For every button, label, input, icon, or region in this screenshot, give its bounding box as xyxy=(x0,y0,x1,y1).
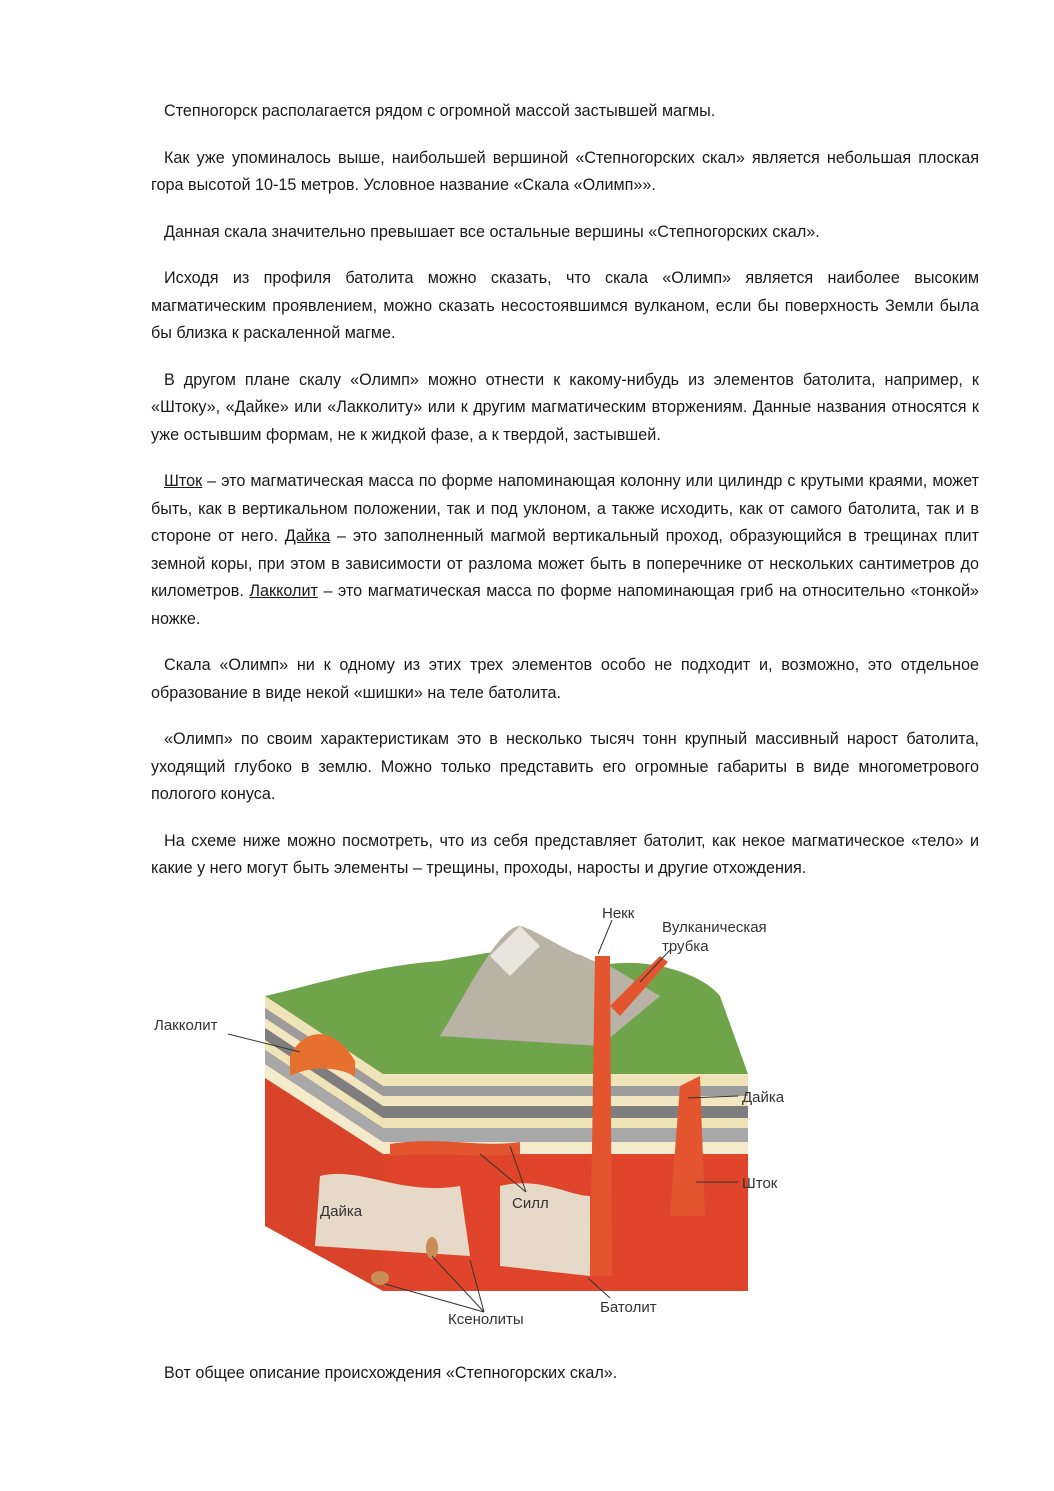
paragraph-3 xyxy=(151,219,979,247)
term-underlined: Лакколит xyxy=(249,582,318,600)
paragraph-text: Степногорск располагается рядом с огромной массой застывшей магмы. xyxy=(164,102,716,120)
paragraph-5 xyxy=(151,367,979,450)
paragraph-2 xyxy=(151,145,979,200)
paragraph-4 xyxy=(151,265,979,348)
paragraph-8 xyxy=(151,726,979,809)
paragraph-text: Исходя из профиля батолита можно сказать, что скала «Олимп» является наиболее высоким магматическим проявлением, можно сказать несостоявшимся вулканом, если бы поверхность Земли была бы близка к раскаленной магме. xyxy=(151,269,979,342)
label-stock: Шток xyxy=(742,1175,778,1192)
paragraph-text: В другом плане скалу «Олимп» можно отнести к какому-нибудь из элементов батолита, например, к «Штоку», «Дайке» или «Лакколиту» или к другим магматическим вторжениям. Данные названия относятся к уже остывшим формам, не к жидкой фазе, а к твердой, застывшей. xyxy=(151,370,979,444)
paragraph-6 xyxy=(151,468,979,633)
label-sill: Силл xyxy=(512,1195,549,1212)
paragraph-7 xyxy=(151,652,979,707)
term-underlined: Дайка xyxy=(284,527,331,545)
paragraph-1 xyxy=(151,98,979,126)
paragraph-text: Данная скала значительно превышает все остальные вершины «Степногорских скал». xyxy=(164,222,820,241)
label-pipe-1: Вулканическая xyxy=(662,919,767,936)
label-xenoliths: Ксенолиты xyxy=(448,1311,524,1328)
paragraph-9 xyxy=(151,828,979,883)
label-pipe-2: трубка xyxy=(662,938,709,955)
xenolith-1 xyxy=(426,1237,438,1259)
label-dike-right: Дайка xyxy=(742,1089,785,1106)
paragraph-text: Как уже упоминалось выше, наибольшей вершиной «Степногорских скал» является небольшая плоская гора высотой 10-15 метров. Условное название «Скала «Олимп»». xyxy=(151,148,979,194)
xenolith-2 xyxy=(371,1271,389,1285)
document-body xyxy=(151,98,979,902)
label-dike-inner: Дайка xyxy=(320,1203,363,1220)
paragraph-text: «Олимп» по своим характеристикам это в несколько тысяч тонн крупный массивный нарост батолита, уходящий глубоко в землю. Можно только представить его огромные габариты в виде многометрового пологого конуса. xyxy=(151,730,979,803)
closing-paragraph: Вот общее описание происхождения «Степногорских скал». xyxy=(164,1364,618,1382)
paragraph-text: – это заполненный магмой вертикальный проход, образующийся в трещинах плит земной коры, при этом в зависимости от разлома может быть в поперечнике от нескольких сантиметров до километров. xyxy=(151,527,979,600)
paragraph-text: – это магматическая масса по форме напоминающая гриб на относительно «тонкой» ножке. xyxy=(151,582,979,628)
paragraph-text: Скала «Олимп» ни к одному из этих трех элементов особо не подходит и, возможно, это отдельное образование в виде некой «шишки» на теле батолита. xyxy=(151,656,979,702)
paragraph-text: – это магматическая масса по форме напоминающая колонну или цилиндр с крутыми краями, может быть, как в вертикальном положении, так и под уклоном, а также исходить, как от самого батолита, так и в стороне от него. xyxy=(151,472,979,545)
label-neck: Некк xyxy=(602,905,635,922)
label-laccolith: Лакколит xyxy=(154,1017,218,1034)
label-batholith: Батолит xyxy=(600,1299,657,1316)
term-underlined: Шток xyxy=(164,472,203,490)
batholith-diagram xyxy=(140,896,800,1336)
paragraph-text: На схеме ниже можно посмотреть, что из себя представляет батолит, как некое магматическое «тело» и какие у него могут быть элементы – трещины, проходы, наросты и другие отхождения. xyxy=(151,831,979,877)
